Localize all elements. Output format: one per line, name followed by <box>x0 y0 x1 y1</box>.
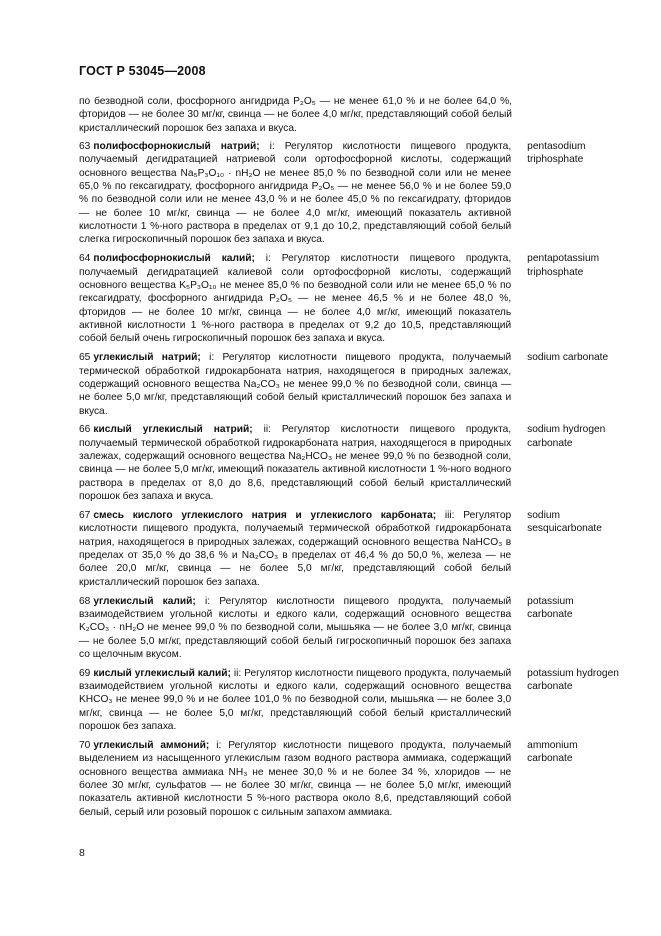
entry-definition: Регулятор кислотности пищевого продукта, получаемый выделением из насыщенного углекислым газом водного раствора аммиака, содержащий основного вещества аммиака NH₃ не менее 30,0 % и не более 34 %, хлоридов — не более 30 мг/кг, сульфатов — не более 30 мг/кг, свинца — не более 5,0 мг/кг, имеющий показатель активной кислотности 5 %-ного раствора около 8,6, представляющий собой белый, серый или розовый порошок с сильным запахом аммиака. <box>79 739 512 818</box>
entry-item <box>79 739 619 819</box>
entry-item <box>79 595 619 662</box>
entry-definition: Регулятор кислотности пищевого продукта, получаемый взаимодействием угольной кислоты и едкого кали, содержащий основного вещества K₂CO₃ · nH₂O не менее 99,0 % по безводной соли, мышьяка — не более 3,0 мг/кг, свинца — не более 5,0 мг/кг, представляющий собой белый гигроскопичный порошок без запаха со щелочным вкусом. <box>79 595 512 660</box>
entry-definition: Регулятор кислотности пищевого продукта, получаемый взаимодействием угольной кислоты и едкого кали, содержащий основного вещества KHCO₃ не менее 99,0 % и не более 101,0 % по безводной соли, мышьяка — не более 3,0 мг/кг, свинца — не более 5,0 мг/кг, представляющий собой белый кристаллический порошок без запаха. <box>79 667 512 733</box>
page-number: 8 <box>79 847 85 859</box>
entry-english-term: ammonium carbonate <box>527 739 578 765</box>
entry-description <box>79 351 511 418</box>
entry-item <box>79 509 619 589</box>
entry-code: i: <box>259 141 285 153</box>
entry-item <box>79 423 619 503</box>
entry-code: ii: <box>230 667 245 679</box>
entry-code: i: <box>254 253 282 265</box>
entry-number: 67 <box>79 509 91 521</box>
entry-description <box>79 140 511 247</box>
entry-description <box>79 509 511 589</box>
entry-definition: Регулятор кислотности пищевого продукта, получаемый термической обработкой гидрокарбоната натрия, находящегося в природных залежах, содержащий основного вещества Na₂CO₃ не менее 99,0 % по безводной соли, свинца — не более 5,0 мг/кг, представляющий собой белый кристаллический порошок без запаха и вкуса. <box>79 352 512 417</box>
entry-definition: Регулятор кислотности пищевого продукта, получаемый дегидратацией натриевой соли ортофосфорной кислоты, содержащий основного вещества Na₅P₃O₁₀ · nH₂O не менее 85,0 % по безводной соли или не менее 65,0 % по гексагидрату, фосфорного ангидрида P₂O₅ — не менее 56,0 % и не более 59,0 % по безводной соли или не менее 43,0 % и не более 45,0 % по гексагидрату, фторидов — не более 10 мг/кг, свинца — не более 4,0 мг/кг, имеющий показатель активной кислотности 1 %-ного раствора в пределах от 9,1 до 10,2, представляющий собой белый слегка гигроскопичный порошок без запаха и вкуса. <box>79 141 512 246</box>
continued-paragraph: по безводной соли, фосфорного ангидрида P₂O₅ — не менее 61,0 % и не более 64,0 %, фторидов — не более 30 мг/кг, свинца — не более 4,0 мг/кг, представляющий собой белый кристаллический порошок без запаха и вкуса. <box>79 96 512 134</box>
entry-term: кислый углекислый натрий; <box>93 424 253 436</box>
entry-item <box>79 351 619 418</box>
entry-number: 69 <box>79 667 91 679</box>
entry-description <box>79 739 511 819</box>
entry-number: 65 <box>79 352 91 364</box>
entry-english-term: pentasodium triphosphate <box>527 141 586 166</box>
entry-term: углекислый аммоний; <box>93 739 210 751</box>
entry-code: i: <box>195 595 220 607</box>
entry-english-term: sodium sesquicarbonate <box>527 509 602 535</box>
document-body <box>79 95 619 825</box>
entry-english-term: sodium hydrogen carbonate <box>527 424 606 449</box>
entry-english-term: potassium hydrogen carbonate <box>527 667 619 693</box>
entry-term: полифосфорнокислый натрий; <box>93 141 260 153</box>
entry-item <box>79 140 619 247</box>
entry-code: ii: <box>252 424 282 436</box>
document-header: ГОСТ Р 53045—2008 <box>79 64 206 78</box>
entry-english-term: sodium carbonate <box>527 352 609 364</box>
entry-description <box>79 423 511 503</box>
entries-list <box>79 140 619 819</box>
entry-description <box>79 252 511 345</box>
entry-term: полифосфорнокислый калий; <box>93 253 255 265</box>
entry-item <box>79 667 619 734</box>
entry-description <box>79 667 511 734</box>
entry-definition: Регулятор кислотности пищевого продукта, получаемый термической обработкой гидрокарбоната натрия, находящегося в природных залежах, содержащий основного вещества Na₂HCO₃ не менее 99,0 % по безводной соли, свинца — не более 5,0 мг/кг, имеющий показатель активной кислотности 1 %-ного водного раствора в пределах от 8,0 до 8,6, представляющий собой белый кристаллический порошок без запаха и вкуса. <box>79 424 512 503</box>
entry-description <box>79 595 511 662</box>
entry-term: смесь кислого углекислого натрия и углекислого карбоната; <box>93 509 437 521</box>
entry-code: i: <box>209 739 229 751</box>
entry-number: 68 <box>79 595 91 607</box>
entry-term: углекислый натрий; <box>93 352 201 364</box>
entry-definition: Регулятор кислотности пищевого продукта, получаемый термической обработкой гидрокарбоната натрия, находящегося в природных залежах, содержащий основного вещества NaHCO₃ в пределах от 35,0 % до 38,6 % и Na₂CO₃ в пределах от 46,4 % до 50,0 %, железа — не более 20,0 мг/кг, свинца — не более 5,0 мг/кг, представляющий собой белый кристаллический порошок без запаха. <box>79 509 512 588</box>
entry-term: углекислый калий; <box>93 595 196 607</box>
entry-number: 63 <box>79 141 91 153</box>
entry-number: 66 <box>79 424 91 436</box>
entry-number: 64 <box>79 253 91 265</box>
entry-english-term: potassium carbonate <box>527 595 574 620</box>
entry-item <box>79 252 619 345</box>
entry-english-term: pentapotassium triphosphate <box>527 253 600 278</box>
entry-definition: Регулятор кислотности пищевого продукта, получаемый дегидратацией калиевой соли ортофосфорной кислоты, содержащий основного вещества K₅P₃O₁₀ не менее 85,0 % по безводной соли или не менее 65,0 % по гексагидрату, фосфорного ангидрида P₂O₅ — не менее 46,5 % и не более 48,0 %, фторидов — не более 10 мг/кг, свинца — не более 4,0 мг/кг, имеющий показатель активной кислотности 1 %-ного раствора в пределах от 9,2 до 10,5, представляющий собой белый очень гигроскопичный порошок без запаха и вкуса. <box>79 253 512 345</box>
entry-code: i: <box>200 352 223 364</box>
entry-term: кислый углекислый калий; <box>93 667 231 679</box>
entry-number: 70 <box>79 739 91 751</box>
entry-code: iii: <box>436 509 464 521</box>
